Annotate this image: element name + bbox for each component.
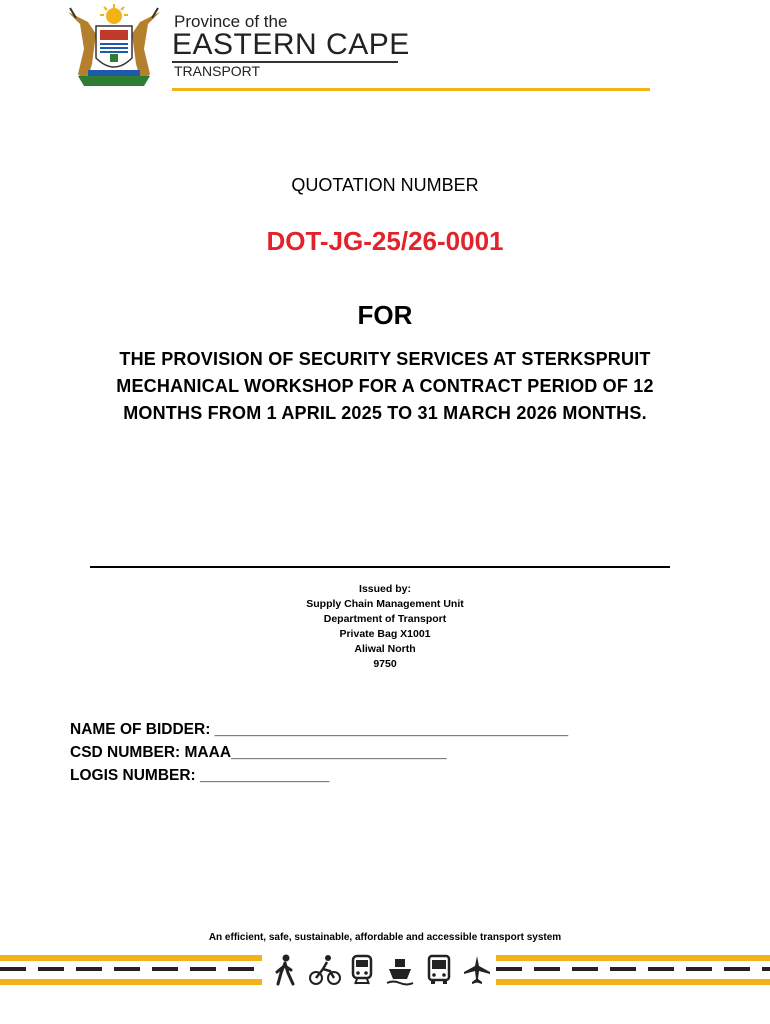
province-name: EASTERN CAPE <box>172 28 410 61</box>
coat-of-arms-icon <box>58 4 170 88</box>
road-stripe-right <box>496 955 770 985</box>
province-label: Province of the <box>174 12 288 31</box>
header <box>58 4 658 94</box>
issuer-line: 9750 <box>373 658 397 670</box>
train-icon <box>347 953 377 987</box>
issuer-line: Private Bag X1001 <box>339 628 431 640</box>
csd-number-field: CSD NUMBER: MAAA_________________________ <box>70 744 447 761</box>
quotation-number: DOT-JG-25/26-0001 <box>266 226 504 256</box>
cyclist-icon <box>308 953 338 987</box>
transport-icons <box>270 950 492 990</box>
header-gold-rule <box>172 88 650 91</box>
pedestrian-icon <box>270 953 300 987</box>
quotation-label: QUOTATION NUMBER <box>291 175 479 195</box>
title-line: MECHANICAL WORKSHOP FOR A CONTRACT PERIOD OF 12 <box>116 376 654 396</box>
footer-slogan: An efficient, safe, sustainable, affordable and accessible transport system <box>208 932 562 943</box>
logis-number-field: LOGIS NUMBER: _______________ <box>70 767 330 784</box>
issuer-line: Department of Transport <box>323 613 447 625</box>
tender-title <box>0 346 770 427</box>
issuer-line: Supply Chain Management Unit <box>306 598 464 610</box>
for-heading: FOR <box>357 300 413 330</box>
road-stripe-left <box>0 955 262 985</box>
issued-by-label: Issued by: <box>359 583 411 595</box>
bidder-name-field: NAME OF BIDDER: _________________________________________ <box>70 721 569 738</box>
section-divider <box>90 566 670 568</box>
airplane-icon <box>462 953 492 987</box>
bidder-fields <box>70 718 568 787</box>
issued-by-block <box>0 582 770 672</box>
bus-icon <box>424 953 454 987</box>
ship-icon <box>385 953 415 987</box>
issuer-line: Aliwal North <box>354 643 416 655</box>
title-line: MONTHS FROM 1 APRIL 2025 TO 31 MARCH 2026 MONTHS. <box>123 403 647 423</box>
title-line: THE PROVISION OF SECURITY SERVICES AT STERKSPRUIT <box>119 349 651 369</box>
department-name: TRANSPORT <box>174 63 261 79</box>
